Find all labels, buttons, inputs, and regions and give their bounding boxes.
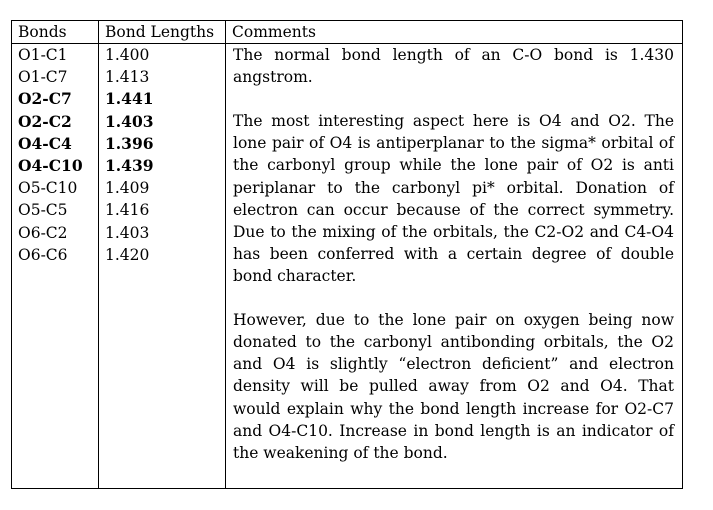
bond-name: O1-C7 <box>18 68 68 87</box>
bond-length: 1.400 <box>105 46 150 64</box>
bond-name: O6-C6 <box>18 245 68 264</box>
comment-paragraph: However, due to the lone pair on oxygen being now donated to the carbonyl antibonding orbitals, the O2 and O4 is slightly “electron deficient” and electron density will be pulled away from O2 and O4. That would explain why the bond length increase for O2-C7 and O4-C10. Increase in bond length is an indicator of the weakening of the bond. <box>233 311 674 462</box>
bond-length: 1.420 <box>105 245 150 264</box>
bond-length: 1.403 <box>105 111 154 131</box>
header-comments: Comments <box>226 21 683 44</box>
bond-length-table <box>11 20 683 489</box>
bond-name: O4-C10 <box>18 156 83 176</box>
header-bond-lengths: Bond Lengths <box>99 21 226 44</box>
bond-length: 1.416 <box>105 201 150 220</box>
header-row <box>12 21 683 44</box>
bonds-column <box>12 44 99 489</box>
bond-length: 1.396 <box>105 133 154 153</box>
comment-paragraph: The most interesting aspect here is O4 and O2. The lone pair of O4 is antiperplanar to the sigma* orbital of the carbonyl group while the lone pair of O2 is anti periplanar to the carbonyl pi* orbital. Donation of electron can occur because of the correct symmetry. Due to the mixing of the orbitals, the C2-O2 and C4-O4 has been conferred with a certain degree of double bond character. <box>233 112 674 285</box>
bond-name: O5-C5 <box>18 201 68 220</box>
bond-length: 1.439 <box>105 156 154 176</box>
bond-name: O4-C4 <box>18 133 72 153</box>
bond-name: O2-C2 <box>18 111 72 131</box>
bond-length: 1.409 <box>105 179 150 198</box>
bond-length: 1.403 <box>105 223 150 242</box>
body-row <box>12 44 683 489</box>
comment-paragraph: The normal bond length of an C-O bond is 1.430 angstrom. <box>233 46 674 87</box>
bond-name: O6-C2 <box>18 223 68 242</box>
bond-name: O1-C1 <box>18 46 68 64</box>
bond-name: O5-C10 <box>18 179 78 198</box>
header-bonds: Bonds <box>12 21 99 44</box>
bond-length: 1.441 <box>105 89 154 109</box>
bond-length: 1.413 <box>105 68 150 87</box>
bond-name: O2-C7 <box>18 89 72 109</box>
comments-column <box>226 44 683 489</box>
bond-lengths-column <box>99 44 226 489</box>
